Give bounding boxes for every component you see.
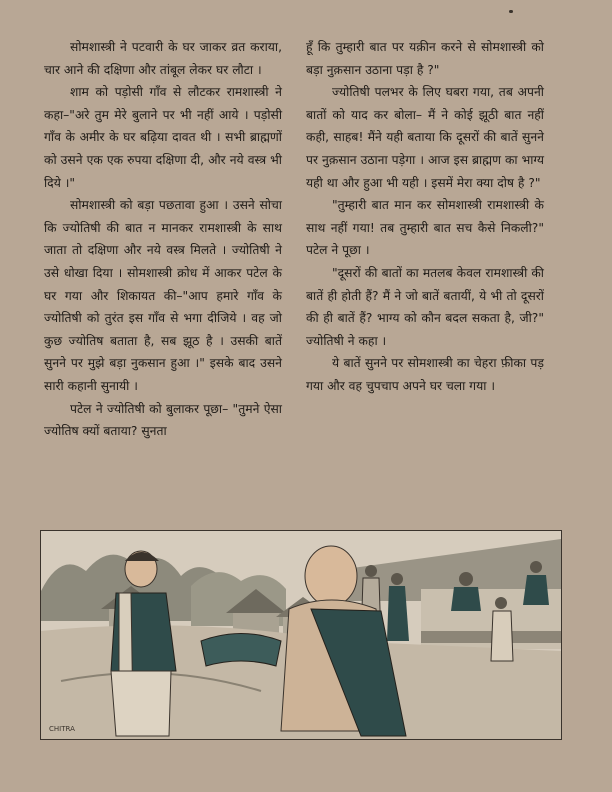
illustration-drawing xyxy=(41,531,561,739)
paragraph: शाम को पड़ोसी गाँव से लौटकर रामशास्त्री ने कहा–"अरे तुम मेरे बुलाने पर भी नहीं आये । पड़ोसी गाँव के अमीर के घर बढ़िया दावत थी । सभी ब्राह्मणों को उसने एक एक रुपया दक्षिणा दी, और नये वस्त्र भी दिये ।" xyxy=(44,85,282,190)
left-column xyxy=(44,36,282,443)
artist-signature: CHITRA xyxy=(49,725,75,733)
story-illustration xyxy=(40,530,562,740)
paragraph: सोमशास्त्री को बड़ा पछतावा हुआ । उसने सोचा कि ज्योतिषी की बात न मानकर रामशास्त्री के साथ जाता तो दक्षिणा और नये वस्त्र मिलते । ज्योतिषी ने उसे धोखा दिया । सोमशास्त्री क्रोध में आकर पटेल के घर गया और शिकायत की–"आप हमारे गाँव के ज्योतिषी को तुरंत इस गाँव से भगा दीजिये । वह जो कुछ ज्योतिष बताता है, सब झूठ है । उसकी बातें सुनने पर मुझे बड़ा नुकसान हुआ ।" इसके बाद उसने सारी कहानी सुनायी । xyxy=(44,198,282,393)
paragraph: ज्योतिषी पलभर के लिए घबरा गया, तब अपनी बातों को याद कर बोला– मैं ने कोई झूठी बात नहीं कही, साहब! मैंने यही बताया कि दूसरों की बातें सुनने पर नुक़सान उठाना पड़ेगा । आज इस ब्राह्मण का भाग्य यही था और हुआ भी यही । इसमें मेरा क्या दोष है ?" xyxy=(306,85,544,190)
page-mark xyxy=(509,10,513,13)
right-column xyxy=(306,36,544,398)
paragraph: हूँ कि तुम्हारी बात पर यक़ीन करने से सोमशास्त्री को बड़ा नुक़सान उठाना पड़ा है ?" xyxy=(306,40,544,77)
paragraph: "तुम्हारी बात मान कर सोमशास्त्री रामशास्त्री के साथ नहीं गया! तब तुम्हारी बात सच कैसे निकली?" पटेल ने पूछा । xyxy=(306,198,544,258)
paragraph: ये बातें सुनने पर सोमशास्त्री का चेहरा फ़ीका पड़ गया और वह चुपचाप अपने घर चला गया । xyxy=(306,356,544,393)
paragraph: पटेल ने ज्योतिषी को बुलाकर पूछा– "तुमने ऐसा ज्योतिष क्यों बताया? सुनता xyxy=(44,401,282,439)
paragraph: "दूसरों की बातों का मतलब केवल रामशास्त्री की बातें ही होती हैं? मैं ने जो बातें बतायीं, ये भी तो दूसरों की ही बातें हैं? भाग्य को कौन बदल सकता है, जी?" ज्योतिषी ने कहा । xyxy=(306,265,544,348)
paragraph: सोमशास्त्री ने पटवारी के घर जाकर व्रत कराया, चार आने की दक्षिणा और तांबूल लेकर घर लौटा । xyxy=(44,40,282,77)
